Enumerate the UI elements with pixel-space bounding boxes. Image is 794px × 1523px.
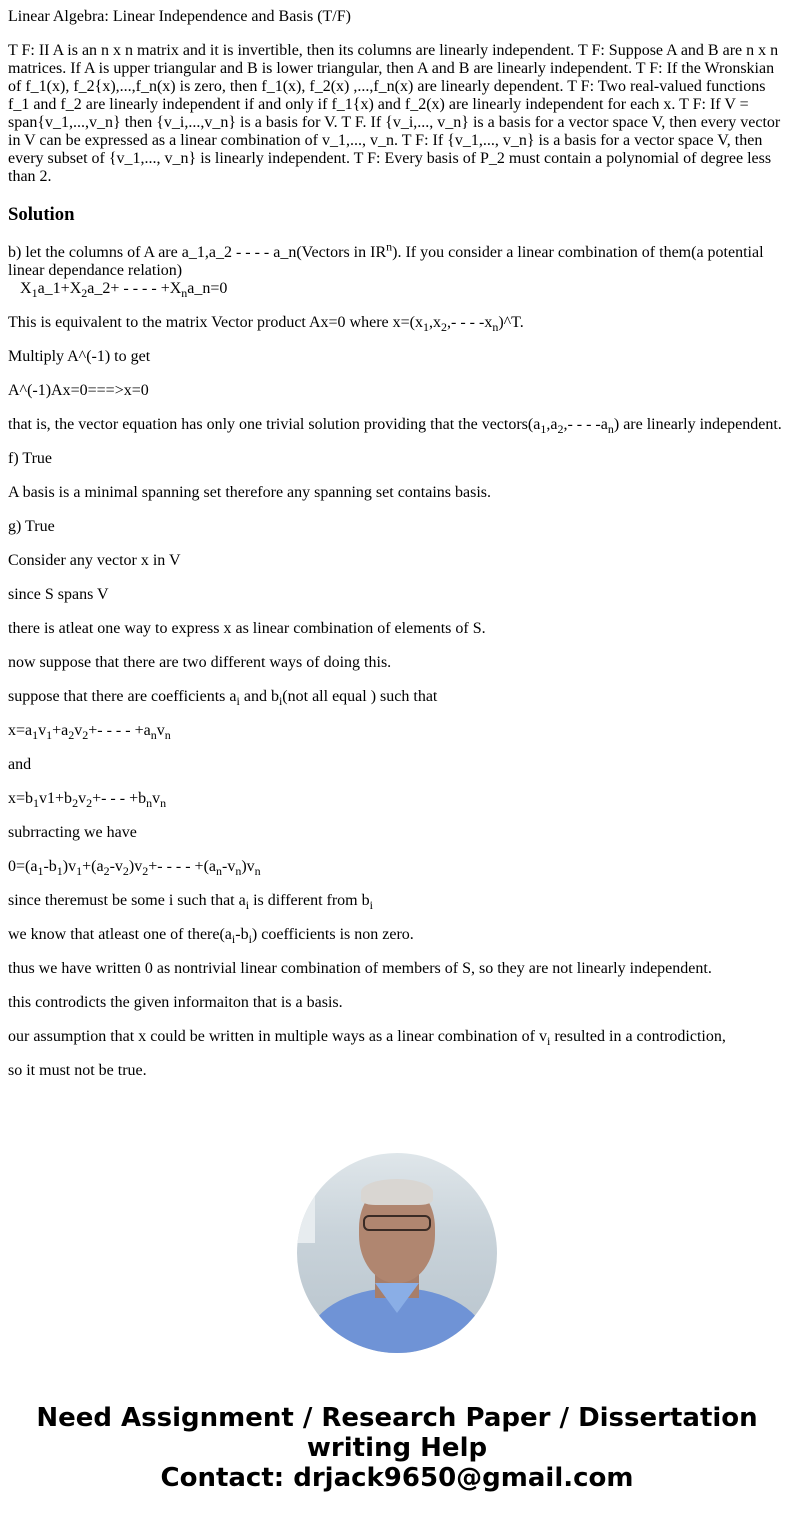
subscript: i [248,932,252,947]
subscript: 2 [557,422,564,437]
solution-paragraph [8,926,788,947]
subscript: i [245,898,250,913]
solution-body [8,239,788,1080]
subscript: i [231,932,236,947]
solution-paragraph [8,1062,788,1080]
solution-paragraph [8,620,788,638]
text-segment: -v [109,858,123,875]
subscript: 2 [441,320,447,335]
text-segment: +- - - - +a [88,722,151,739]
text-segment: )v [62,858,77,875]
subscript: 2 [142,864,149,879]
text-segment: -v [222,858,236,875]
text-segment: +(a [82,858,104,875]
text-segment: (not all equal ) such that [282,688,438,705]
solution-paragraph [8,824,788,842]
solution-paragraph [8,450,788,468]
text-segment: a_2+ - - - - +X [87,280,182,297]
text-segment: ). If you consider a linear combination of them(a potential linear dependance relation) [8,244,768,279]
text-segment: is different from b [249,892,370,909]
solution-paragraph [8,756,788,774]
text-segment: +a [52,722,69,739]
solution-paragraph [8,416,788,437]
question-text: T F: II A is an n x n matrix and it is invertible, then its columns are linearly independent. T F: Suppose A and B are n x n matrices. If A is upper triangular and B is lower triangular, then A and B are linearly independent. T F: If the Wronskian of f_1(x), f_2{x),...,f_n(x) is zero, then f_1(x), f_2(x) ,...,f_n(x) are linearly dependent. T F: Two real-valued functions f_1 and f_2 are linearly independent if and only if f_1{x) and f_2(x) are linearly independent for each x. T F: If V = span{v_1,...,v_n} then {v_i,...,v_n} is a basis for V. T F. If {v_i,..., v_n} is a basis for a vector space V, then every vector in V can be expressed as a linear combination of v_1,..., v_n. T F: If {v_1,..., v_n} is a basis for a vector space V, then every subset of {v_1,..., v_n} is linearly independent. T F: Every basis of P_2 must contain a polynomial of degree less than 2. [8,42,781,185]
subscript: n [235,864,242,879]
solution-paragraph [8,892,788,913]
text-segment: A^(-1)Ax=0===>x=0 [8,382,149,399]
text-segment: ) coefficients is non zero. [251,926,414,943]
text-segment: -b [43,858,57,875]
solution-paragraph [8,858,788,879]
text-segment: )^T. [498,314,524,331]
text-segment: ) are linearly independent. [613,416,782,433]
subscript: 2 [122,864,129,879]
promo-text: Need Assignment / Research Paper / Dissertation writing Help [36,1403,758,1463]
subscript: 1 [423,320,429,335]
text-segment: x=b [8,790,34,807]
text-segment: x=a [8,722,33,739]
text-segment: f) True [8,450,53,467]
text-segment: A basis is a minimal spanning set therefore any spanning set contains basis. [8,484,492,501]
text-segment: -b [235,926,249,943]
subscript: 2 [68,728,75,743]
text-segment: ,x [429,314,441,331]
promo-footer [0,1403,794,1493]
text-segment: thus we have written 0 as nontrivial linear combination of members of S, so they are not linearly independent. [8,960,712,977]
subscript: 1 [76,864,83,879]
text-segment: this controdicts the given informaiton that is a basis. [8,994,343,1011]
solution-paragraph [8,239,788,301]
solution-paragraph [8,722,788,743]
solution-paragraph [8,586,788,604]
glasses-icon [363,1215,431,1231]
text-segment: X [8,280,32,297]
text-segment: so it must not be true. [8,1062,147,1079]
subscript: 2 [81,286,88,301]
text-segment: resulted in a controdiction, [550,1028,726,1045]
solution-paragraph [8,552,788,570]
subscript: 1 [33,796,40,811]
solution-paragraph [8,1028,788,1049]
solution-heading: Solution [8,204,75,225]
text-segment: +- - - - +(a [148,858,217,875]
text-segment: v [152,790,161,807]
text-segment: since S spans V [8,586,109,603]
subscript: n [160,796,167,811]
solution-paragraph [8,960,788,978]
text-segment: ,a [546,416,558,433]
contact-email: Contact: drjack9650@gmail.com [160,1463,634,1493]
text-segment: ,- - - -a [563,416,608,433]
solution-paragraph [8,688,788,709]
subscript: i [369,898,373,913]
author-photo [297,1153,497,1353]
subscript: n [492,320,499,335]
subscript: n [254,864,261,879]
text-segment: and [8,756,32,773]
subscript: n [146,796,153,811]
text-segment: )v [128,858,143,875]
text-segment: ,- - - -x [447,314,493,331]
text-segment: there is atleat one way to express x as linear combination of elements of S. [8,620,486,637]
text-segment: we know that atleast one of there(a [8,926,232,943]
subscript: n [181,286,188,301]
text-segment: v1+b [39,790,73,807]
document-content [8,0,788,1123]
subscript: 2 [82,728,89,743]
text-segment: v [38,722,47,739]
subscript: n [164,728,171,743]
text-segment: This is equivalent to the matrix Vector product Ax=0 where x=(x [8,314,423,331]
text-segment: suppose that there are coefficients a [8,688,237,705]
text-segment: since theremust be some i such that a [8,892,246,909]
solution-paragraph [8,994,788,1012]
subscript: 1 [540,422,547,437]
solution-paragraph [8,484,788,502]
solution-paragraph [8,382,788,400]
solution-paragraph [8,790,788,811]
text-segment: our assumption that x could be written in multiple ways as a linear combination of v [8,1028,547,1045]
text-segment: a_n=0 [187,280,228,297]
text-segment: Multiply A^(-1) to get [8,348,151,365]
document-title: Linear Algebra: Linear Independence and Basis (T/F) [8,8,351,25]
solution-paragraph [8,348,788,366]
subscript: i [278,694,283,709]
subscript: 1 [46,728,53,743]
text-segment: 0=(a [8,858,38,875]
text-segment: that is, the vector equation has only one trivial solution providing that the vectors(a [8,416,541,433]
text-segment: v [156,722,165,739]
text-segment: v [78,790,87,807]
subscript: i [547,1034,551,1049]
text-segment: b) let the columns of A are a_1,a_2 - - - - a_n(Vectors in IR [8,244,387,261]
subscript: 1 [37,864,44,879]
text-segment: now suppose that there are two different ways of doing this. [8,654,392,671]
subscript: 1 [31,286,38,301]
solution-paragraph [8,314,788,335]
solution-paragraph [8,654,788,672]
subscript: n [150,728,157,743]
text-segment: g) True [8,518,55,535]
solution-paragraph [8,518,788,536]
text-segment: Consider any vector x in V [8,552,181,569]
subscript: 2 [103,864,110,879]
subscript: i [236,694,240,709]
subscript: 2 [72,796,79,811]
text-segment: )v [241,858,255,875]
superscript: n [386,239,393,254]
subscript: 1 [32,728,39,743]
subscript: 1 [56,864,63,879]
text-segment: a_1+X [37,280,82,297]
text-segment: +- - - +b [92,790,147,807]
text-segment: and b [239,688,279,705]
text-segment: subrracting we have [8,824,137,841]
subscript: n [607,422,614,437]
subscript: 2 [86,796,93,811]
subscript: n [216,864,223,879]
text-segment: v [74,722,83,739]
